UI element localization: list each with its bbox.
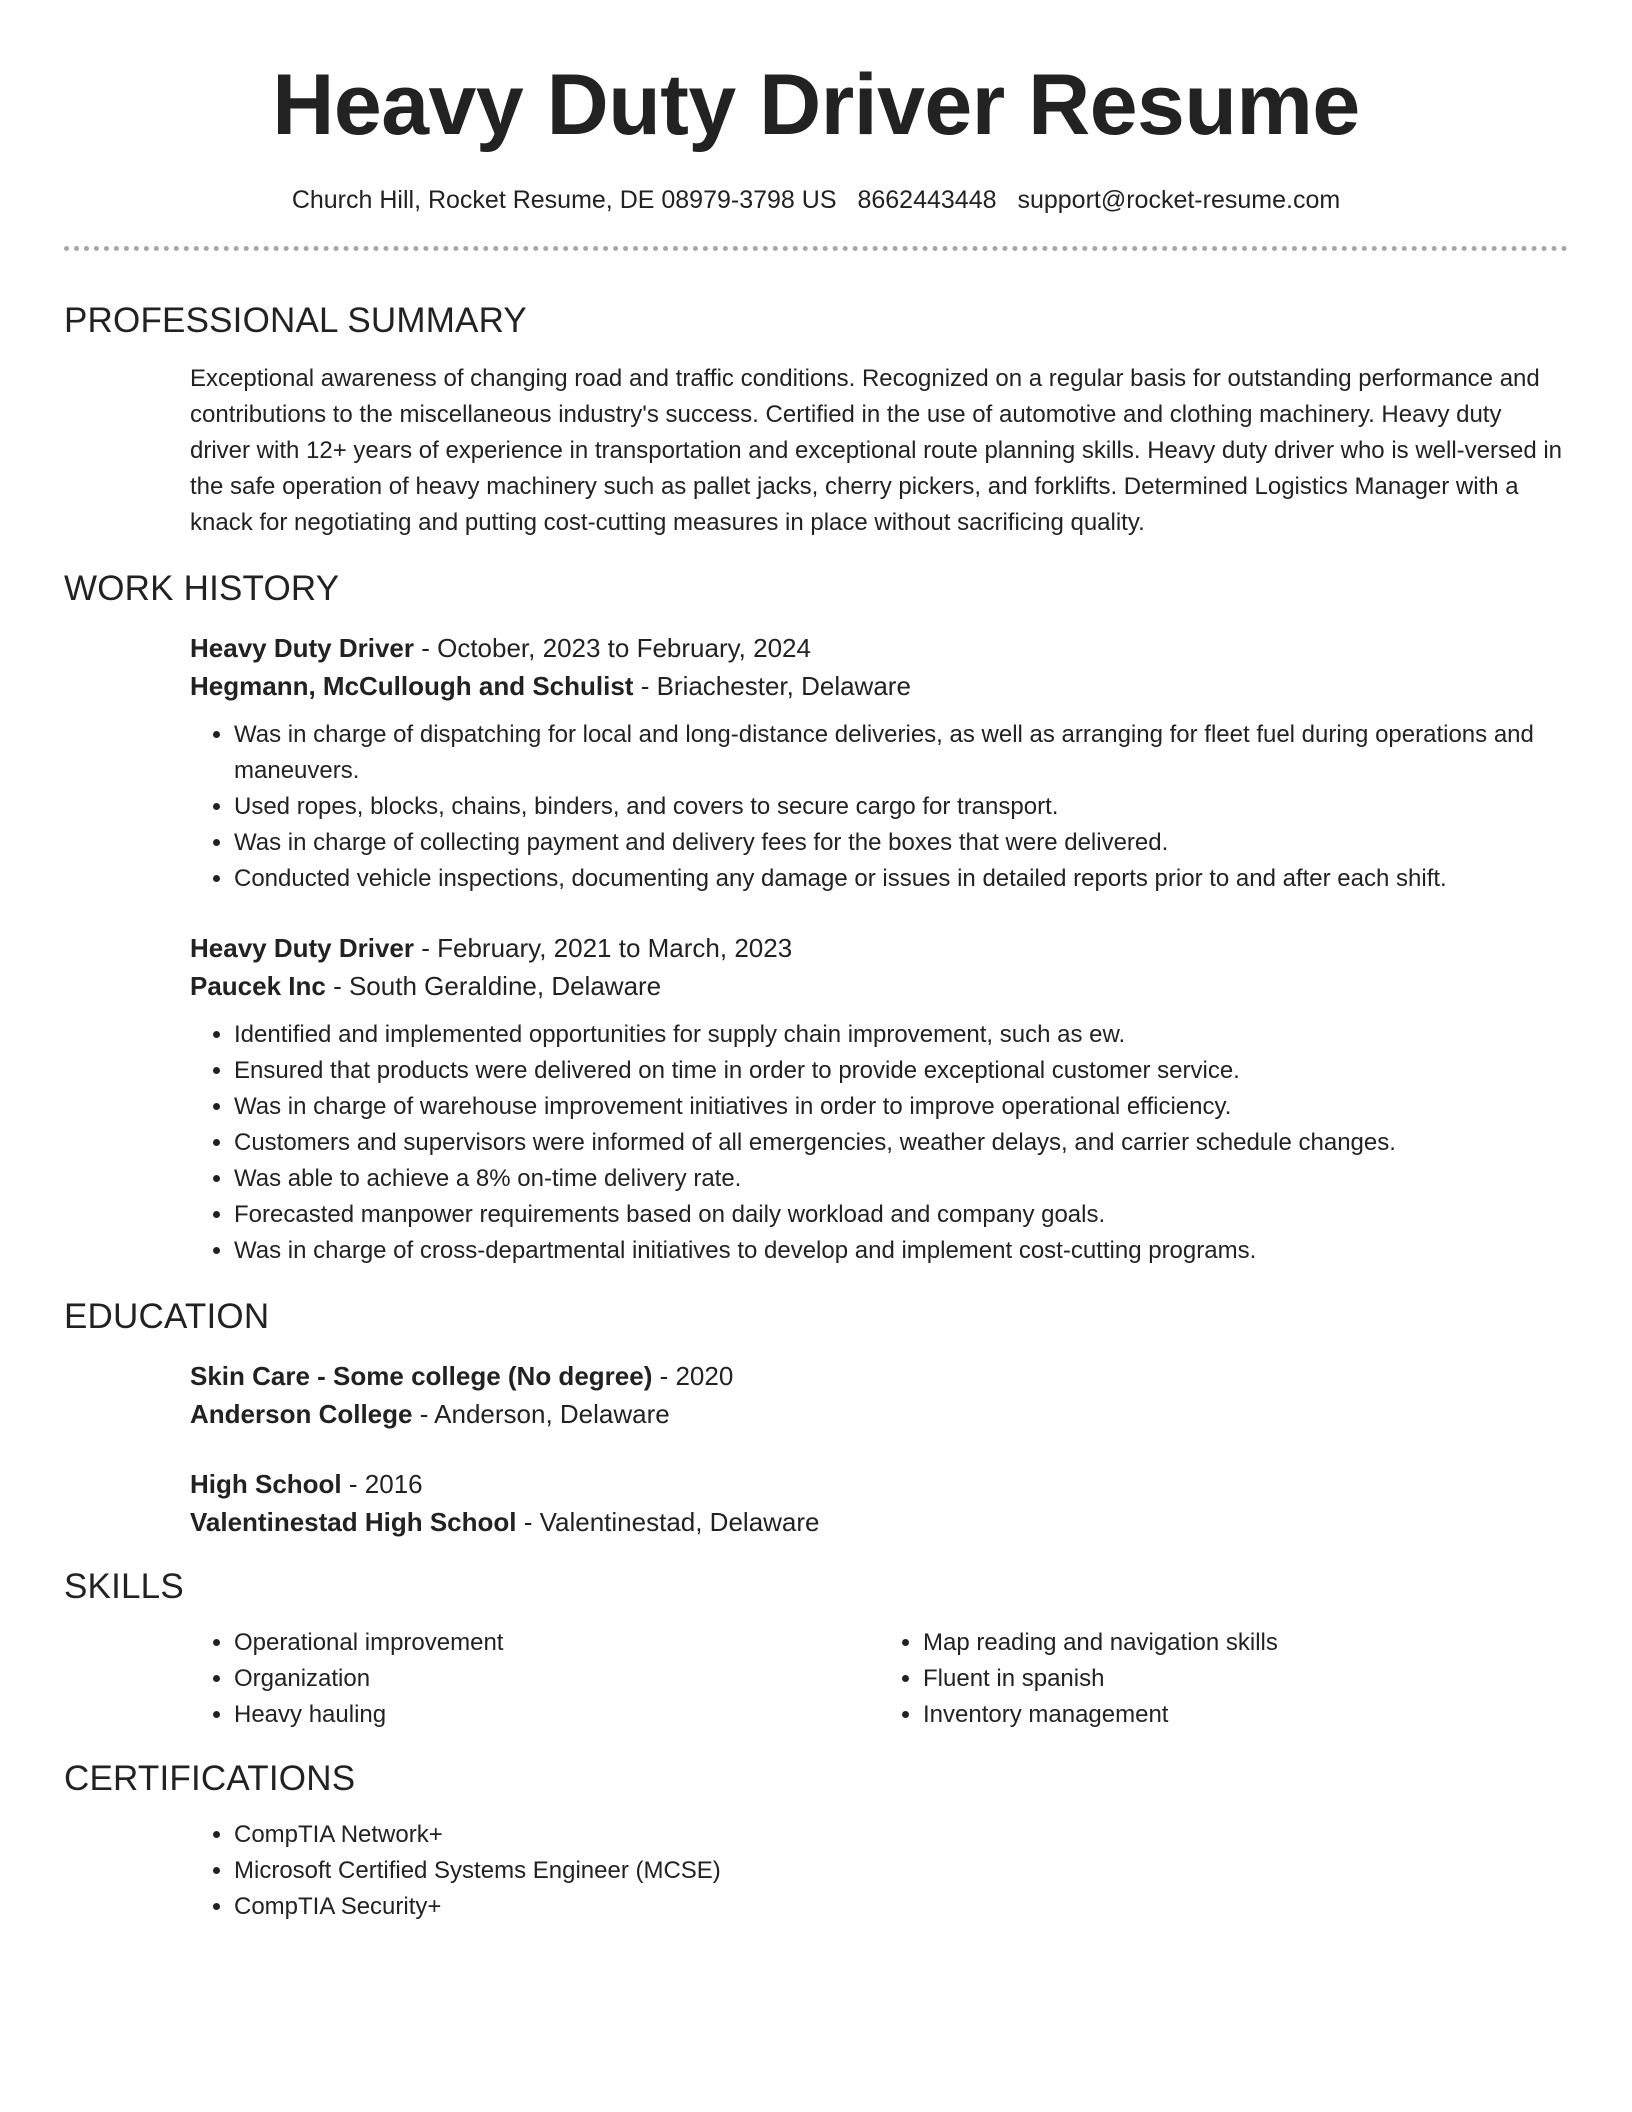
education-section — [64, 1295, 1568, 1541]
job-location: - Briachester, Delaware — [633, 671, 911, 701]
education-entry — [190, 1465, 1568, 1541]
list-item: • Fluent in spanish — [923, 1661, 1568, 1697]
list-item: • Ensured that products were delivered on time in order to provide exceptional customer service. — [234, 1053, 1568, 1089]
list-item: • CompTIA Network+ — [234, 1817, 1568, 1853]
list-item: • Identified and implemented opportunities for supply chain improvement, such as ew. — [234, 1017, 1568, 1053]
list-item: • Organization — [234, 1661, 879, 1697]
job-company-line — [190, 667, 1568, 705]
job-entry — [190, 929, 1568, 1269]
list-item: • Was able to achieve a 8% on-time delivery rate. — [234, 1161, 1568, 1197]
list-item: • Was in charge of dispatching for local and long-distance deliveries, as well as arranging for fleet fuel during operations and maneuvers. — [234, 717, 1568, 789]
education-entry — [190, 1357, 1568, 1433]
list-item: • Was in charge of cross-departmental initiatives to develop and implement cost-cutting programs. — [234, 1233, 1568, 1269]
skills-heading: SKILLS — [64, 1567, 184, 1606]
certifications-list — [190, 1817, 1568, 1925]
list-item: • Inventory management — [923, 1697, 1568, 1733]
education-school-line — [190, 1395, 1568, 1433]
skills-grid — [190, 1625, 1568, 1733]
list-item: • Map reading and navigation skills — [923, 1625, 1568, 1661]
list-item: • CompTIA Security+ — [234, 1889, 1568, 1925]
job-bullets — [190, 717, 1568, 897]
work-history-section — [64, 567, 1568, 1269]
job-company-line — [190, 967, 1568, 1005]
list-item: • Was in charge of warehouse improvement initiatives in order to improve operational efficiency. — [234, 1089, 1568, 1125]
job-company: Hegmann, McCullough and Schulist — [190, 671, 634, 701]
list-item: • Customers and supervisors were informed of all emergencies, weather delays, and carrier schedule changes. — [234, 1125, 1568, 1161]
education-year: - 2016 — [341, 1469, 423, 1499]
job-title: Heavy Duty Driver — [190, 633, 414, 663]
job-dates: - October, 2023 to February, 2024 — [414, 633, 811, 663]
list-item: • Heavy hauling — [234, 1697, 879, 1733]
contact-line — [64, 184, 1568, 216]
header-divider — [64, 246, 1568, 251]
list-item: • Conducted vehicle inspections, documenting any damage or issues in detailed reports prior to and after each shift. — [234, 861, 1568, 897]
education-degree: High School — [190, 1469, 342, 1499]
list-item: • Microsoft Certified Systems Engineer (MCSE) — [234, 1853, 1568, 1889]
education-location: - Anderson, Delaware — [412, 1399, 670, 1429]
education-school: Anderson College — [190, 1399, 413, 1429]
resume-title: Heavy Duty Driver Resume — [272, 57, 1360, 153]
education-degree: Skin Care - Some college (No degree) — [190, 1361, 653, 1391]
certifications-list-wrap — [190, 1817, 1568, 1925]
contact-phone: 8662443448 — [857, 186, 997, 214]
education-school: Valentinestad High School — [190, 1507, 517, 1537]
list-item: • Operational improvement — [234, 1625, 879, 1661]
job-title-line — [190, 929, 1568, 967]
skills-column-right — [879, 1625, 1568, 1733]
education-school-line — [190, 1503, 1568, 1541]
education-degree-line — [190, 1465, 1568, 1503]
job-company: Paucek Inc — [190, 971, 326, 1001]
list-item: • Used ropes, blocks, chains, binders, and covers to secure cargo for transport. — [234, 789, 1568, 825]
job-title-line — [190, 629, 1568, 667]
list-item: • Was in charge of collecting payment and delivery fees for the boxes that were delivered. — [234, 825, 1568, 861]
contact-email: support@rocket-resume.com — [1017, 186, 1341, 214]
list-item: • Forecasted manpower requirements based on daily workload and company goals. — [234, 1197, 1568, 1233]
skills-section — [64, 1565, 1568, 1733]
job-bullets — [190, 1017, 1568, 1269]
education-degree-line — [190, 1357, 1568, 1395]
job-title: Heavy Duty Driver — [190, 933, 414, 963]
summary-text: Exceptional awareness of changing road and traffic conditions. Recognized on a regular basis for outstanding performance and contributions to the miscellaneous industry's success. Certified in the use of automotive and clothing machinery. Heavy duty driver with 12+ years of experience in transportation and exceptional route planning skills. Heavy duty driver who is well-versed in the safe operation of heavy machinery such as pallet jacks, cherry pickers, and forklifts. Determined Logistics Manager with a knack for negotiating and putting cost-cutting measures in place without sacrificing quality. — [190, 365, 1563, 536]
summary-heading: PROFESSIONAL SUMMARY — [64, 301, 527, 340]
education-year: - 2020 — [652, 1361, 734, 1391]
skills-column-left — [190, 1625, 879, 1733]
certifications-section — [64, 1757, 1568, 1925]
summary-section — [64, 299, 1568, 541]
education-location: - Valentinestad, Delaware — [516, 1507, 820, 1537]
education-heading: EDUCATION — [64, 1297, 270, 1336]
job-dates: - February, 2021 to March, 2023 — [414, 933, 793, 963]
work-history-heading: WORK HISTORY — [64, 569, 340, 608]
contact-address: Church Hill, Rocket Resume, DE 08979-3798 US — [291, 186, 837, 214]
certifications-heading: CERTIFICATIONS — [64, 1759, 356, 1798]
job-location: - South Geraldine, Delaware — [325, 971, 662, 1001]
job-entry — [190, 629, 1568, 897]
